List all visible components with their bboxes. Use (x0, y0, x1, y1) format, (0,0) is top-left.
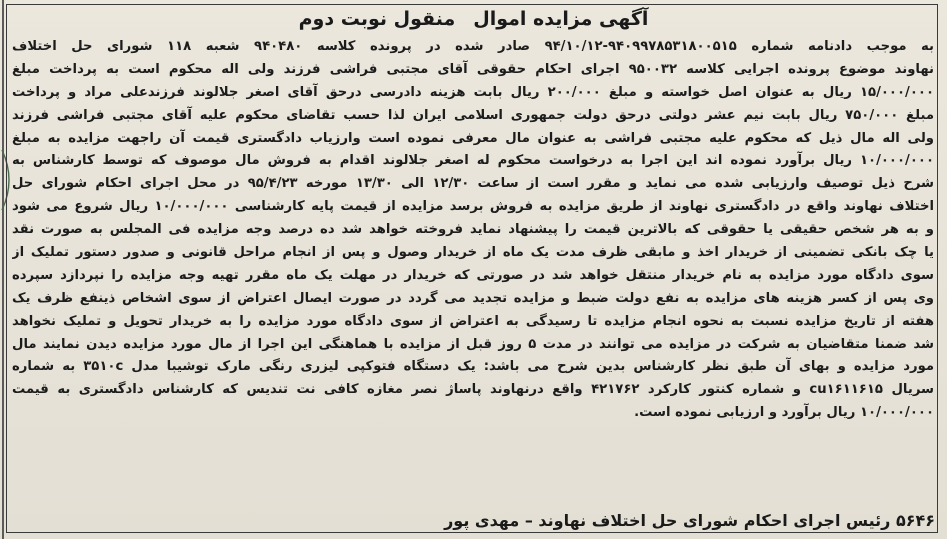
body-line-5: ولی اله مال ذیل که محکوم علیه مجتبی فراشی به عنوان مال معرفی نموده است وارزیاب دادگستری قیمت آن راجهت مزایده به مبلغ (12, 130, 934, 146)
body-line-10: یا چک بانکی تضمینی از خریدار اخذ و مابقی ظرف مدت یک ماه از خریدار وصول و پس از انجام مراحل قانونی و صدور دستور تملیک از (12, 245, 934, 261)
body-line-14: شد ضمنا متقاضیان به شرکت در مزایده می توانند در مدت ۵ روز قبل از مزایده با هماهنگی این اجرا از مال مورد مزایده دیدن نمایند مال (12, 336, 934, 352)
body-line-12: وی پس از کسر هزینه های مزایده به نفع دولت ضبط و مزایده تجدید می گردد در صورت ایصال اعتراض از سوی اشخاص ذینفع ظرف یک (12, 290, 934, 306)
body-line-6: ۱۰/۰۰۰/۰۰۰ ریال برآورد نموده اند این اجرا به درخواست محکوم له اصغر جلالوند اقدام به فروش مال موصوف که توسط کارشناس به (12, 153, 934, 169)
body-line-4: مبلغ ۷۵۰/۰۰۰ ریال بابت نیم عشر دولتی درحق دولت جمهوری اسلامی ایران لذا حسب تقاضای محکوم علیه آقای مجتبی فراشی فرزند (12, 107, 934, 123)
body-line-9: و به هر شخص حقیقی یا حقوقی که بالاترین قیمت را پیشنهاد نماید فروخته خواهد شد ده درصد وجه مزایده فی المجلس به صورت نقد (12, 222, 934, 238)
body-line-11: سوی دادگاه مورد مزایده به نام خریدار منتقل خواهد شد در صورتی که خریدار در مهلت یک ماه مقرر تهیه وجه مزایده را نپردازد سپرده (12, 267, 934, 283)
notice-title-part-2: منقول نوبت دوم (298, 8, 456, 30)
body-line-13: هفته از تاریخ مزایده نسبت به نحوه انجام مزایده تا رسیدگی به اعتراض از سوی دادگاه مورد مزایده را به خریدار تحویل و تملیک نخواهد (12, 313, 934, 329)
signature-line: ۵۶۴۶ رئیس اجرای احکام شورای حل اختلاف نهاوند – مهدی پور (444, 511, 935, 530)
notice-title-part-1: آگهی مزایده اموال (473, 8, 649, 30)
body-line-2: نهاوند موضوع پرونده اجرایی کلاسه ۹۵۰۰۳۲ اجرای احکام حقوقی آقای مجتبی فراشی فرزند ولی اله محکوم است به پرداخت مبلغ (12, 61, 934, 77)
body-line-17: ۱۰/۰۰۰/۰۰۰ ریال برآورد و ارزیابی نموده است. (634, 405, 934, 421)
body-line-7: شرح ذیل توصیف وارزیابی شده می نماید و مقرر است از ساعت ۱۲/۳۰ الی ۱۳/۳۰ مورخه ۹۵/۴/۲۳ در محل اجرای احکام شورای حل (12, 176, 934, 192)
left-margin-rule (2, 0, 4, 539)
body-line-1: به موجب دادنامه شماره ۹۴۰۹۹۷۸۵۳۱۸۰۰۵۱۵-۹۴/۱۰/۱۲ صادر شده در پرونده کلاسه ۹۴۰۴۸۰ شعبه ۱۱۸ شورای حل اختلاف (12, 39, 934, 54)
notice-title (0, 6, 947, 32)
notice-body (12, 36, 934, 425)
body-line-8: اختلاف نهاوند واقع در دادگستری نهاوند از طریق مزایده به فروش برسد مزایده از قیمت پایه کارشناسی ۱۰/۰۰۰/۰۰۰ ریال شروع می شود (12, 199, 934, 215)
body-line-16: سریال cu۱۶۱۱۶۱۵ و شماره کنتور کارکرد ۴۲۱۷۶۲ واقع درنهاوند پاساژ نصر مغازه کافی نت تندیس که کارشناس دادگستری به قیمت (12, 382, 934, 398)
body-line-3: ۱۵/۰۰۰/۰۰۰ ریال به عنوان اصل خواسته و مبلغ ۲۰۰/۰۰۰ ریال بابت هزینه دادرسی درحق آقای اصغر جلالوند فرزندعلی مراد و پرداخت (12, 84, 934, 100)
body-line-15: مورد مزایده و بهای آن طبق نظر کارشناس بدین شرح می باشد: یک دستگاه فتوکپی لیزری رنگی مارک توشیبا مدل ۳۵۱۰c به شماره (12, 359, 934, 375)
